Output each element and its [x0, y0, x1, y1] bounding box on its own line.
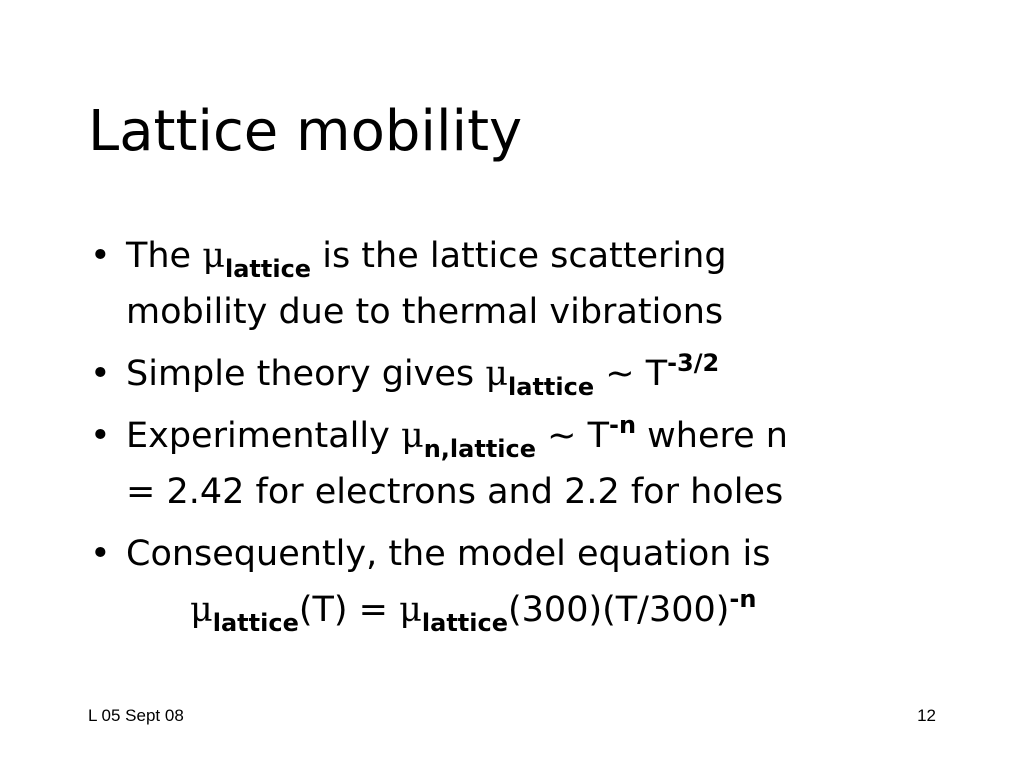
- slide-number: 12: [917, 706, 936, 725]
- bullet-text: where n: [636, 416, 788, 456]
- equation-text: (300)(T/300): [508, 590, 730, 630]
- bullet-marker: •: [90, 416, 111, 456]
- bullet-text: The: [126, 236, 203, 276]
- superscript: -3/2: [667, 349, 720, 377]
- bullet-marker: •: [90, 236, 111, 276]
- subscript: lattice: [421, 609, 508, 637]
- superscript: -n: [609, 411, 637, 439]
- bullet-item-lattice-mobility: [88, 228, 968, 340]
- bullet-text: Simple theory gives: [126, 354, 486, 394]
- subscript: lattice: [212, 609, 299, 637]
- bullet-item-model-equation: [88, 526, 968, 638]
- bullet-1-line-2: mobility due to thermal vibrations: [126, 292, 724, 332]
- bullet-text: ~ T: [536, 416, 609, 456]
- mu-symbol: μ: [399, 590, 422, 630]
- bullet-marker: •: [90, 354, 111, 394]
- bullet-3-line-1: [126, 411, 788, 463]
- slide-title: Lattice mobility: [88, 99, 523, 164]
- mu-symbol: μ: [400, 416, 424, 456]
- mu-symbol: μ: [485, 354, 509, 394]
- mu-symbol: μ: [190, 590, 213, 630]
- model-equation: [126, 582, 968, 638]
- bullet-text: ~ T: [594, 354, 668, 394]
- subscript: lattice: [508, 373, 595, 401]
- bullet-text: Consequently, the model equation is: [126, 534, 771, 574]
- bullet-item-experimentally: [88, 408, 968, 520]
- superscript: -n: [729, 585, 757, 613]
- bullet-item-simple-theory: [88, 346, 968, 402]
- subscript: n,lattice: [423, 435, 537, 463]
- equation-text: (T) =: [298, 590, 400, 630]
- bullet-marker: •: [90, 534, 111, 574]
- bullet-3-line-2: = 2.42 for electrons and 2.2 for holes: [126, 472, 784, 512]
- footer-date-label: L 05 Sept 08: [88, 706, 184, 725]
- mu-symbol: μ: [202, 236, 225, 276]
- bullet-text: Experimentally: [126, 416, 401, 456]
- bullet-text: is the lattice scattering: [311, 236, 727, 276]
- bullet-1-line-1: [126, 236, 727, 283]
- bullet-list: [88, 228, 968, 644]
- subscript: lattice: [224, 255, 312, 283]
